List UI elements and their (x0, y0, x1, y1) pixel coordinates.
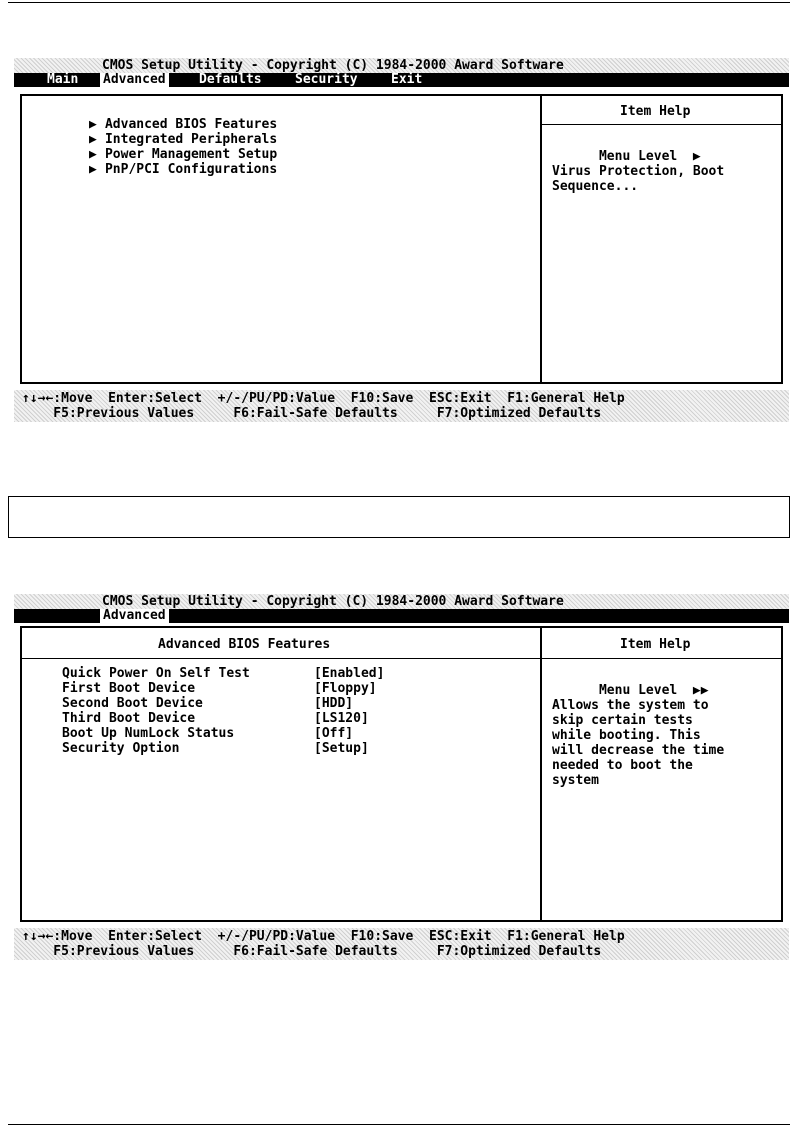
key-help-bar (14, 928, 789, 960)
panel-divider (540, 628, 542, 920)
menu-level-label: Menu Level (598, 149, 678, 164)
menu-main[interactable]: Main (47, 72, 79, 87)
help-text-line: Virus Protection, Boot (552, 164, 725, 179)
setting-value-second-boot-device[interactable]: [HDD] (314, 696, 354, 711)
setting-label: Boot Up NumLock Status (62, 726, 235, 741)
top-rule (8, 2, 790, 3)
title-bar (14, 58, 789, 73)
setting-row-quick-post[interactable] (62, 666, 250, 681)
triangle-right-icon: ▶ (88, 132, 97, 147)
setting-row-security-option[interactable] (62, 741, 179, 756)
window-title: CMOS Setup Utility - Copyright (C) 1984-2000 Award Software (102, 58, 564, 73)
title-bar (14, 594, 789, 609)
setting-label: Security Option (62, 741, 180, 756)
key-help-line-2: F5:Previous Values F6:Fail-Safe Defaults F7:Optimized Defaults (22, 944, 602, 959)
help-text-line: Allows the system to (552, 698, 709, 713)
triangle-right-icon: ▶ (88, 117, 97, 132)
menu-bar (14, 73, 789, 87)
help-text-line: needed to boot the (552, 758, 693, 773)
content-frame (20, 94, 783, 384)
content-frame (20, 626, 783, 922)
key-help-line-1: ↑↓→←:Move Enter:Select +/-/PU/PD:Value F10:Save ESC:Exit F1:General Help (22, 929, 625, 944)
setting-value-security-option[interactable]: [Setup] (314, 741, 369, 756)
key-help-line-2: F5:Previous Values F6:Fail-Safe Defaults F7:Optimized Defaults (22, 406, 602, 421)
menu-advanced[interactable]: Advanced (100, 609, 169, 623)
setting-label: First Boot Device (62, 681, 196, 696)
section-title: Advanced BIOS Features (158, 637, 331, 652)
item-help-heading: Item Help (620, 104, 691, 119)
panel-divider (540, 96, 542, 382)
menu-defaults[interactable]: Defaults (199, 72, 262, 87)
triangle-right-icon: ▶ (88, 162, 97, 177)
help-heading-separator (542, 124, 781, 125)
section-heading-separator (22, 658, 540, 659)
menu-item-pnp-pci-configurations[interactable]: ▶ PnP/PCI Configurations (88, 162, 278, 177)
help-heading-separator (542, 658, 781, 659)
menu-exit[interactable]: Exit (391, 72, 423, 87)
setting-row-third-boot-device[interactable] (62, 711, 195, 726)
menu-item-integrated-peripherals[interactable]: ▶ Integrated Peripherals (88, 132, 278, 147)
setting-value-third-boot-device[interactable]: [LS120] (314, 711, 369, 726)
menu-level-arrow-icon: ▶▶ (692, 683, 709, 698)
setting-value-numlock-status[interactable]: [Off] (314, 726, 354, 741)
setting-value-first-boot-device[interactable]: [Floppy] (314, 681, 377, 696)
menu-item-advanced-bios-features[interactable]: ▶ Advanced BIOS Features (88, 117, 278, 132)
setting-label: Second Boot Device (62, 696, 203, 711)
menu-security[interactable]: Security (295, 72, 358, 87)
setting-row-numlock-status[interactable] (62, 726, 234, 741)
empty-box (8, 496, 790, 538)
menu-level-arrow-icon: ▶ (692, 149, 701, 164)
menu-level-label: Menu Level (598, 683, 678, 698)
bios-screen-main-advanced (14, 58, 789, 424)
key-help-bar (14, 390, 789, 422)
setting-row-first-boot-device[interactable] (62, 681, 195, 696)
menu-advanced[interactable]: Advanced (100, 73, 169, 87)
setting-row-second-boot-device[interactable] (62, 696, 203, 711)
help-text-line: will decrease the time (552, 743, 725, 758)
bios-screen-advanced-bios-features (14, 594, 789, 960)
window-title: CMOS Setup Utility - Copyright (C) 1984-2000 Award Software (102, 594, 564, 609)
setting-label: Quick Power On Self Test (62, 666, 250, 681)
help-text-line: Sequence... (552, 179, 639, 194)
key-help-line-1: ↑↓→←:Move Enter:Select +/-/PU/PD:Value F10:Save ESC:Exit F1:General Help (22, 391, 625, 406)
bottom-rule (8, 1124, 790, 1125)
setting-value-quick-post[interactable]: [Enabled] (314, 666, 385, 681)
menu-item-power-management-setup[interactable]: ▶ Power Management Setup (88, 147, 278, 162)
menu-bar (14, 609, 789, 623)
help-text-line: skip certain tests (552, 713, 693, 728)
setting-label: Third Boot Device (62, 711, 196, 726)
help-text-line: while booting. This (552, 728, 701, 743)
help-text-line: system (552, 773, 599, 788)
triangle-right-icon: ▶ (88, 147, 97, 162)
item-help-heading: Item Help (620, 637, 691, 652)
